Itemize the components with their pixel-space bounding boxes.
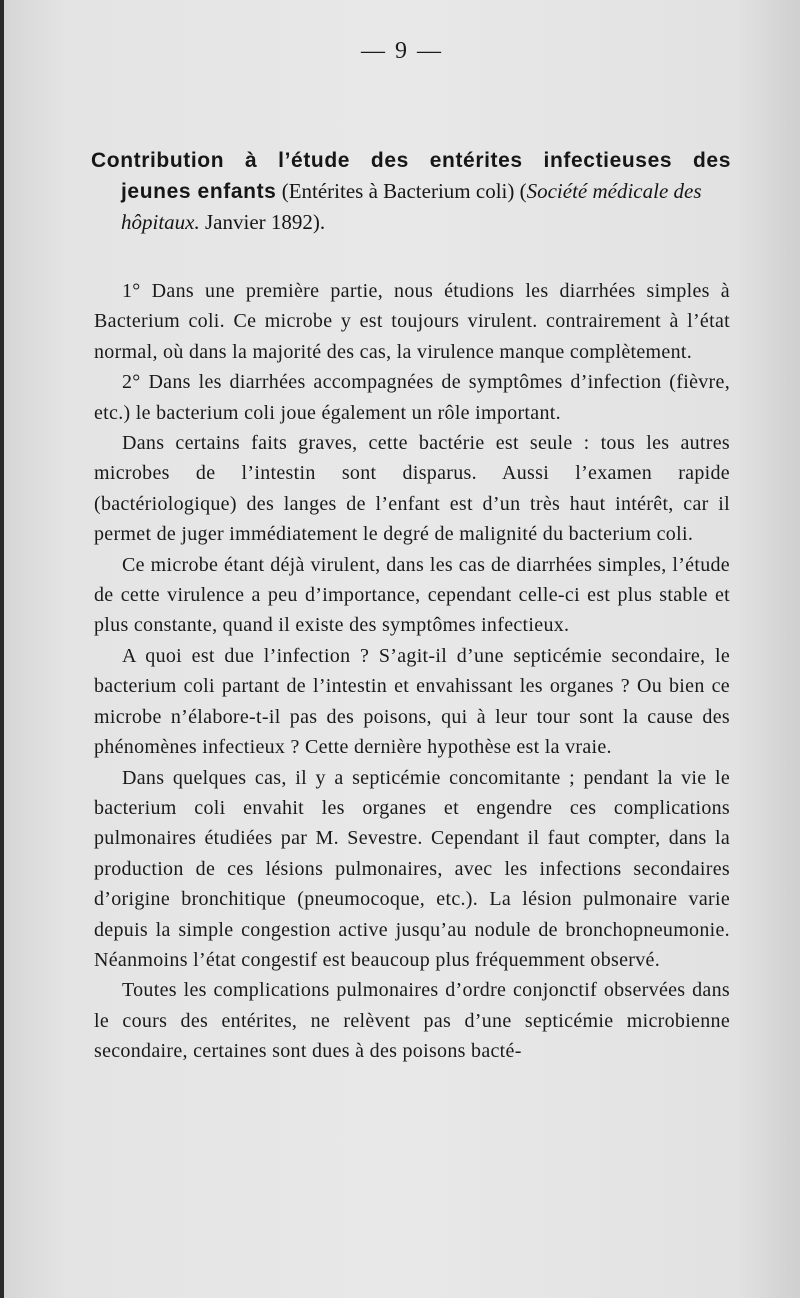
entry-subtitle: (Entérites à Bacterium coli) ( [276, 179, 527, 203]
entry-title-line1: Contribution à l’étude des entérites infectieuses des [91, 149, 731, 172]
entry-title-bold-cont: jeunes enfants [121, 180, 277, 203]
entry-date: Janvier 1892). [199, 210, 326, 234]
paragraph: Toutes les complications pulmonaires d’ordre conjonctif observées dans le cours des entérites, ne relèvent pas d’une septicémie microbienne secondaire, certaines sont dues à des poisons bacté- [94, 979, 730, 1063]
body-text [94, 276, 730, 1067]
entry-title-continuation [91, 176, 731, 237]
paragraph: Dans certains faits graves, cette bactérie est seule : tous les autres microbes de l’intestin sont disparus. Aussi l’examen rapide (bactériologique) des langes de l’enfant est d’un très haut intérêt, car il permet de juger immédiatement le degré de malignité du bacterium coli. [94, 432, 730, 546]
page-number: — 9 — [361, 38, 443, 64]
paragraph: 1° Dans une première partie, nous étudions les diarrhées simples à Bacterium coli. Ce microbe y est toujours virulent. contrairement à l’état normal, où dans la majorité des cas, la virulence manque complètement. [94, 280, 730, 363]
paragraph: Ce microbe étant déjà virulent, dans les cas de diarrhées simples, l’étude de cette virulence a peu d’importance, cependant celle-ci est plus stable et plus constante, quand il existe des symptômes infectieux. [94, 553, 730, 637]
entry-journal: Société médicale des hôpitaux. [121, 179, 702, 234]
paragraph: Dans quelques cas, il y a septicémie concomitante ; pendant la vie le bacterium coli envahit les organes et engendre ces complications pulmonaires étudiées par M. Sevestre. Cependant il faut compter, dans la production de ces lésions pulmonaires, avec les infections secondaires d’origine bronchitique (pneumocoque, etc.). La lésion pulmonaire varie depuis la simple congestion active jusqu’au nodule de bronchopneumonie. Néanmoins l’état congestif est beaucoup plus fréquemment observé. [94, 766, 730, 971]
bibliography-entry [91, 146, 731, 237]
document-page [4, 0, 800, 1298]
paragraph: A quoi est due l’infection ? S’agit-il d’une septicémie secondaire, le bacterium coli partant de l’intestin et envahissant les organes ? Ou bien ce microbe n’élabore-t-il pas des poisons, qui à leur tour sont la cause des phénomènes infectieux ? Cette dernière hypothèse est la vraie. [94, 644, 730, 759]
paragraph: 2° Dans les diarrhées accompagnées de symptômes d’infection (fièvre, etc.) le bacterium coli joue également un rôle important. [94, 371, 730, 424]
